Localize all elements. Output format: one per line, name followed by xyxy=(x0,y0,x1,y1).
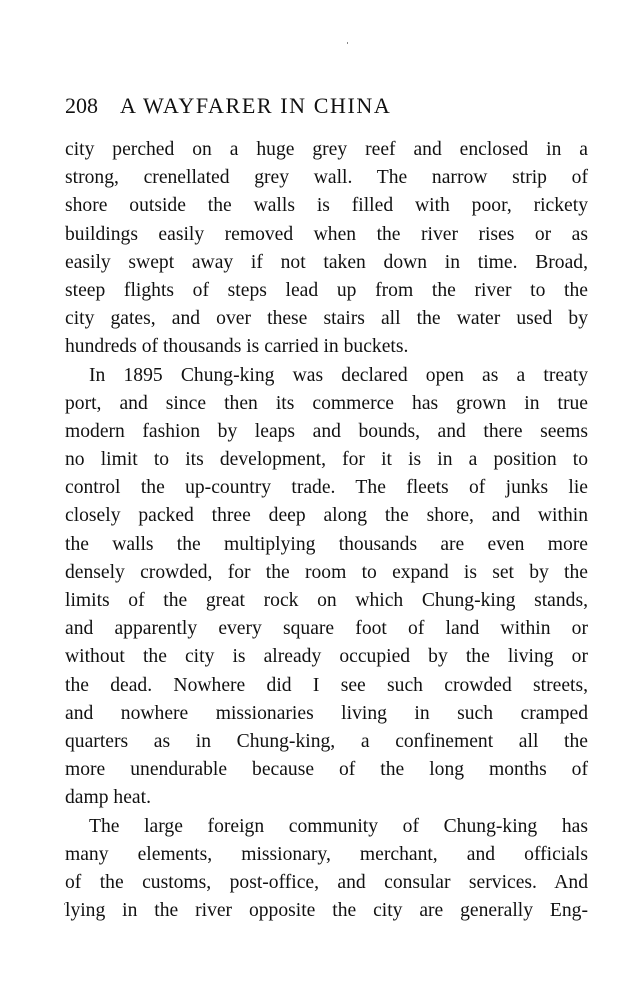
text-line: without the city is already occupied by the living or xyxy=(65,646,588,668)
running-title: A WAYFARER IN CHINA xyxy=(120,93,392,118)
page-body xyxy=(65,136,588,925)
text-line: buildings easily removed when the river rises or as xyxy=(65,223,588,245)
text-line: quarters as in Chung-king, a confinement all the xyxy=(65,730,588,752)
text-line: steep flights of steps lead up from the river to the xyxy=(65,279,588,301)
text-line: shore outside the walls is filled with poor, rickety xyxy=(65,195,588,217)
text-line: many elements, missionary, merchant, and officials xyxy=(65,843,588,865)
text-line: city perched on a huge grey reef and enclosed in a xyxy=(65,139,588,160)
text-line: hundreds of thousands is carried in buckets. xyxy=(65,336,409,358)
text-line: control the up-country trade. The fleets of junks lie xyxy=(65,477,588,499)
text-line: no limit to its development, for it is in a position to xyxy=(65,449,588,471)
page-number: 208 xyxy=(65,93,98,118)
text-line: easily swept away if not taken down in time. Broad, xyxy=(65,251,588,273)
text-line: lying in the river opposite the city are generally Eng- xyxy=(65,900,588,922)
text-line: modern fashion by leaps and bounds, and there seems xyxy=(65,420,588,442)
text-line: densely crowded, for the room to expand is set by the xyxy=(65,561,588,583)
scan-speck xyxy=(347,42,348,44)
text-line: port, and since then its commerce has grown in true xyxy=(65,392,588,414)
text-line: closely packed three deep along the shore, and within xyxy=(65,505,588,527)
text-line: the dead. Nowhere did I see such crowded streets, xyxy=(65,674,588,696)
text-line: and nowhere missionaries living in such cramped xyxy=(65,702,588,724)
scan-speck xyxy=(64,903,65,905)
text-line: In 1895 Chung-king was declared open as a treaty xyxy=(89,364,588,386)
text-line: limits of the great rock on which Chung-king stands, xyxy=(65,590,588,611)
text-line: strong, crenellated grey wall. The narrow strip of xyxy=(65,167,588,189)
text-line: damp heat. xyxy=(65,787,151,809)
page-header xyxy=(65,93,590,123)
text-line: city gates, and over these stairs all the water used by xyxy=(65,308,588,330)
text-line: and apparently every square foot of land within or xyxy=(65,618,588,640)
text-line: of the customs, post-office, and consular services. And xyxy=(65,871,588,893)
text-line: The large foreign community of Chung-king has xyxy=(89,815,588,837)
text-line: the walls the multiplying thousands are even more xyxy=(65,533,588,555)
text-line: more unendurable because of the long months of xyxy=(65,759,588,781)
